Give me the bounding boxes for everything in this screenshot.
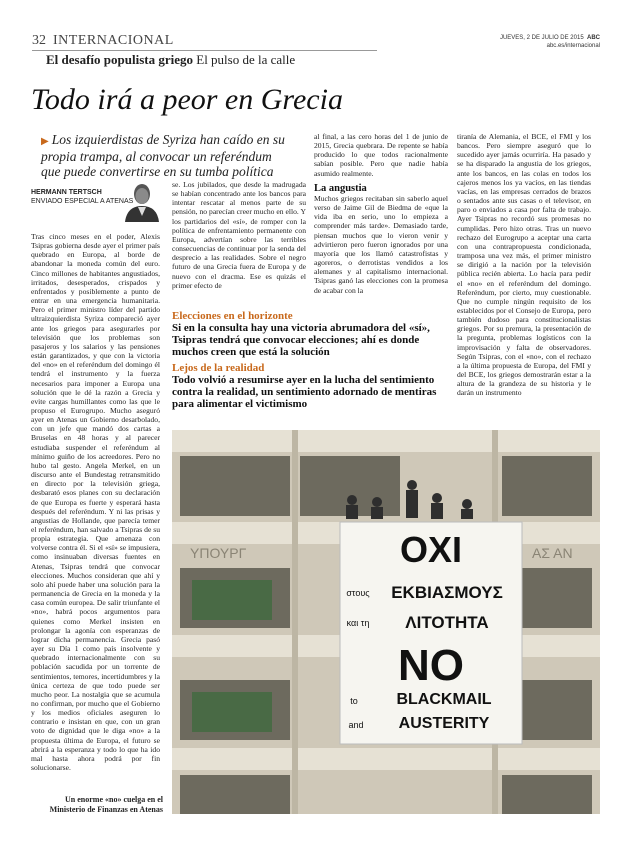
ministry-photo [172, 430, 600, 814]
deck-1-label: Elecciones en el horizonte [172, 310, 293, 322]
play-arrow-icon: ▶ [41, 136, 49, 147]
date-block [500, 34, 600, 50]
deck-2 [172, 362, 452, 410]
banner-to: to [350, 696, 358, 706]
site-link[interactable]: abc.es/internacional [546, 43, 600, 49]
subhead: La angustia [314, 183, 367, 194]
banner-no: NO [398, 641, 464, 690]
banner-oxi: ΟΧΙ [399, 529, 463, 570]
deck-1 [172, 310, 452, 358]
deck-2-label: Lejos de la realidad [172, 362, 265, 374]
banner-stous: στους [346, 588, 370, 598]
banner-austerity: AUSTERITY [398, 715, 490, 732]
building-sign: ΥΠΟΥΡΓ [190, 545, 247, 561]
subsection-bold: El desafío populista griego [46, 52, 193, 67]
banner-blackmail: BLACKMAIL [396, 691, 492, 708]
author-portrait [123, 180, 161, 222]
body-column-3: al final, a las cero horas del 1 de junio de 2015, Grecia quebrara. De repente se había producido lo que todos racionalmente sabían posible. Pero que nadie había asumido realmente. [314, 132, 448, 178]
body-column-4: tiranía de Alemania, el BCE, el FMI y los bancos. Pero siempre aseguró que lo sucedido ayer jamás ocurriría. Ha pasado y se ha disparado la angustia de los griegos, ante los bancos, en las colas en todos los cajeros menos los ya vacíos, en las tiendas vacías, en las empresas cerrados de brazos o sentados ante sus casas o el televisor, en paro o enviados a casa por falta de trabajo. Ayer Tsipras no recordó sus promesas no cumplidas. Pero hizo otras. Tras un nuevo rechazo del Eurogrupo a aceptar una carta con una contrapropuesta condicionada, tramposa una vez más, el primer ministro se dirigió a la nación por la televisión pública recién abierta. Lo hacía para pedir el «no» en el referéndum del domingo. Referéndum, por cierto, muy cuestionable. Que no cumple ningún requisito de los establecidos por el Consejo de Europa, pero también dudoso para constitucionalistas griegos. Por su premura, la presentación de la pregunta, problemas logísticos con la improvisación y falta de observadores. Según Tsipras, con el «no», con el rechazo a la última propuesta de Europa, del FMI y del BCE, los griegos demostrarán estar a la altura de la grandeza de su historia y le darán un instrumento [457, 132, 591, 398]
paper-name: ABC [587, 35, 600, 41]
subsection-title [46, 52, 295, 68]
article-lead [41, 132, 291, 179]
date: JUEVES, 2 DE JULIO DE 2015 [499, 35, 584, 41]
body-column-1: Tras cinco meses en el poder, Alexis Tsipras gobierna desde ayer el primer país quebrado en Europa, al borde de abandonar la moneda común del euro. Cinco millones de habitantes angustiados, irritados, desesperados, crispados y enfrentados y posiblemente a punto de entrar en una emergencia humanitaria. Pero el primer ministro líder del partido ultraizquierdista Syriza compareció ayer ante los griegos para asegurarles por televisión que los problemas son pasajeros y los salarios y las pensiones están garantizados, y que con la victoria del «no» en el referéndum del domingo él tendrá el instrumento y la fuerza necesarios para imponer a Europa una solución que le dé la razón a Grecia y evite cargas humillantes como las que le propuso el Eurogrupo. Mucho aseguró ayer en Atenas un Gobierno desarbolado, con un jefe que mandó dos cartas a Bruselas en 48 horas y al parecer estudiaba suspender el referéndum al mínimo guiño de los acreedores. Pero no hubo tal gesto. Angela Merkel, en un discurso ante el Bundestag retransmitido en directo por la televisión griega, desbarató esos planes con su declaración de que Europa es fuerte y esperará hasta después del referéndum. Y ni las prisas y angustias de Hollande, que parecía temer el referéndum, han salvado a Tsipras de su propia estrategia. Que amenaza con volverse contra él. Si el «sí» se impusiera, como insinuaban diversas fuentes en Atenas, Tsipras tendrá que convocar elecciones. Muchos consideran que ahí y solo ahí puede haber una solución para la permanencia de Grecia en la moneda y la casa común europea. De salir triunfante el «no», habrá pocos argumentos para quienes como Merkel insisten en prolongar la agonía con esperanzas de lograr dicha permanencia. Grecia pasó ayer su Día 1 como país insolvente y quebrado internacionalmente con su población sacudida por un torrente de sentimientos, temores, incertidumbres y la única certeza de que todo puede ser mucho peor. La nostalgia que se acumula no confirman, por mucho que el Gobierno y los medios oficiales aseguren lo contrario e insistan en que, con un gran voto de dignidad que le diga «no» a la propuesta última de Europa, el futuro se abrirá a la esperanza y todo lo que ha ido mal hasta ahora podrá por fin solucionarse. [31, 232, 160, 773]
body-column-3b: Muchos griegos recitaban sin saberlo aquel verso de Jaime Gil de Biedma de «que la vida iba en serio, uno lo empieza a comprender más tarde». Demasiado tarde, piensan muchos que lo vieron venir y advirtieron pero fueron ignorados por una mayoría que los llamó catastrofistas y agoreros, o derrotistas vendidos a los alemanes y al capitalismo internacional. Tsipras ganó las elecciones con la promesa de acabar con la [314, 194, 448, 295]
banner-kai-ti: και τη [346, 618, 370, 628]
section-name: INTERNACIONAL [53, 33, 174, 48]
header-rule [32, 50, 377, 51]
deck-1-text: Si en la consulta hay una victoria abrumadora del «sí», Tsipras tendrá que convocar elecciones; ahí es donde muchos creen que está la solución [172, 322, 430, 358]
page-number: 32 [32, 33, 46, 48]
deck-2-text: Todo volvió a resumirse ayer en la lucha del sentimiento contra la realidad, un sentimiento adornado de mentiras para alimentar el victimismo [172, 374, 437, 410]
banner-litotita: ΛΙΤΟΤΗΤΑ [405, 613, 489, 632]
author-role: ENVIADO ESPECIAL A ATENAS [31, 198, 134, 205]
banner-ekviasmous: ΕΚΒΙΑΣΜΟΥΣ [391, 583, 503, 602]
banner-and: and [348, 720, 364, 730]
subsection-rest: El pulso de la calle [196, 52, 296, 67]
author-name: HERMANN TERTSCH [31, 189, 102, 196]
lead-text: Los izquierdistas de Syriza han caído en su propia trampa, al convocar un referéndum que puede convertirse en su tumba política [41, 132, 285, 179]
building-sign-2: ΑΣ ΑΝ [532, 545, 573, 561]
photo-caption: Un enorme «no» cuelga en el Ministerio de Finanzas en Atenas [49, 795, 163, 814]
body-column-2: se. Los jubilados, que desde la madrugada se habían concentrado ante los bancos para intentar rescatar al menos parte de su pensión, no parecían creer mucho en ello. Y los partidarios del «sí», de romper con la política de enfrentamiento permanente con Europa, advertían sobre las terribles consecuencias de continuar por la senda del desprecio a las realidades. Sobre el negro futuro de una Grecia fuera de Europa y de nuevo con el dracma. Ese es quizás el primer efecto de [172, 180, 306, 290]
article-title: Todo irá a peor en Grecia [31, 83, 343, 116]
byline [31, 188, 133, 206]
